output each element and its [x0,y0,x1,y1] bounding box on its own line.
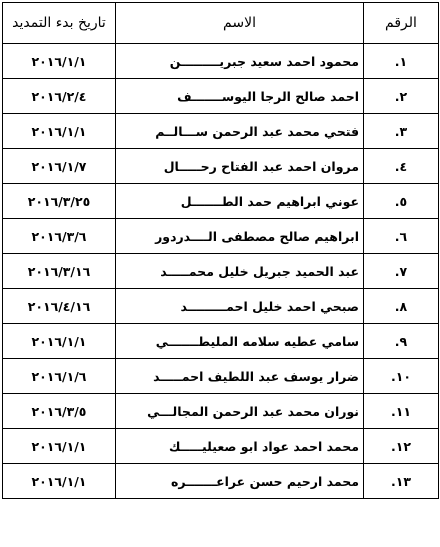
row-name: فتحي محمد عبد الرحمن ســـالــم [116,114,364,149]
table-body [3,44,439,499]
row-number: ٤. [364,149,439,184]
row-name: عبد الحميد جبريل خليل محمـــــد [116,254,364,289]
row-number: ٧. [364,254,439,289]
row-number: ١١. [364,394,439,429]
row-name: محمود احمد سعيد جبريـــــــــن [116,44,364,79]
extension-roster-table [2,2,439,499]
row-name: احمد صالح الرجا اليوســـــــف [116,79,364,114]
row-number: ١٢. [364,429,439,464]
table-row [3,219,439,254]
table-row [3,289,439,324]
table-row [3,254,439,289]
table-row [3,79,439,114]
row-number: ٨. [364,289,439,324]
table-row [3,184,439,219]
table-row [3,394,439,429]
row-start-date: ٢٠١٦/٣/١٦ [3,254,116,289]
row-name: سامي عطيه سلامه المليطـــــــي [116,324,364,359]
row-number: ١٣. [364,464,439,499]
header-start-date: تاريخ بدء التمديد [3,3,116,44]
row-start-date: ٢٠١٦/١/١ [3,464,116,499]
table-row [3,324,439,359]
table-header [3,3,439,44]
row-name: صبحي احمد خليل احمـــــــــد [116,289,364,324]
table-row [3,149,439,184]
table-row [3,359,439,394]
row-start-date: ٢٠١٦/٣/٦ [3,219,116,254]
row-name: عوني ابراهيم حمد الطـــــــل [116,184,364,219]
row-start-date: ٢٠١٦/٣/٢٥ [3,184,116,219]
row-start-date: ٢٠١٦/١/١ [3,429,116,464]
row-number: ٥. [364,184,439,219]
row-name: نوران محمد عبد الرحمن المجالـــي [116,394,364,429]
row-name: ابراهيم صالح مصطفى الــــدردور [116,219,364,254]
row-start-date: ٢٠١٦/١/١ [3,44,116,79]
header-row [3,3,439,44]
row-start-date: ٢٠١٦/١/٦ [3,359,116,394]
row-number: ١. [364,44,439,79]
row-start-date: ٢٠١٦/١/٧ [3,149,116,184]
table-row [3,429,439,464]
row-start-date: ٢٠١٦/٤/١٦ [3,289,116,324]
table-row [3,464,439,499]
row-number: ١٠. [364,359,439,394]
table-row [3,114,439,149]
row-name: مروان احمد عبد الفتاح رحـــــال [116,149,364,184]
header-name: الاسم [116,3,364,44]
row-number: ٦. [364,219,439,254]
row-start-date: ٢٠١٦/١/١ [3,324,116,359]
row-start-date: ٢٠١٦/١/١ [3,114,116,149]
header-number: الرقم [364,3,439,44]
row-start-date: ٢٠١٦/٣/٥ [3,394,116,429]
table-row [3,44,439,79]
row-number: ٢. [364,79,439,114]
row-name: محمد ارحيم حسن عراعـــــــره [116,464,364,499]
row-start-date: ٢٠١٦/٢/٤ [3,79,116,114]
row-name: محمد احمد عواد ابو صعيليـــــك [116,429,364,464]
row-name: ضرار يوسف عبد اللطيف احمـــــد [116,359,364,394]
row-number: ٩. [364,324,439,359]
row-number: ٣. [364,114,439,149]
